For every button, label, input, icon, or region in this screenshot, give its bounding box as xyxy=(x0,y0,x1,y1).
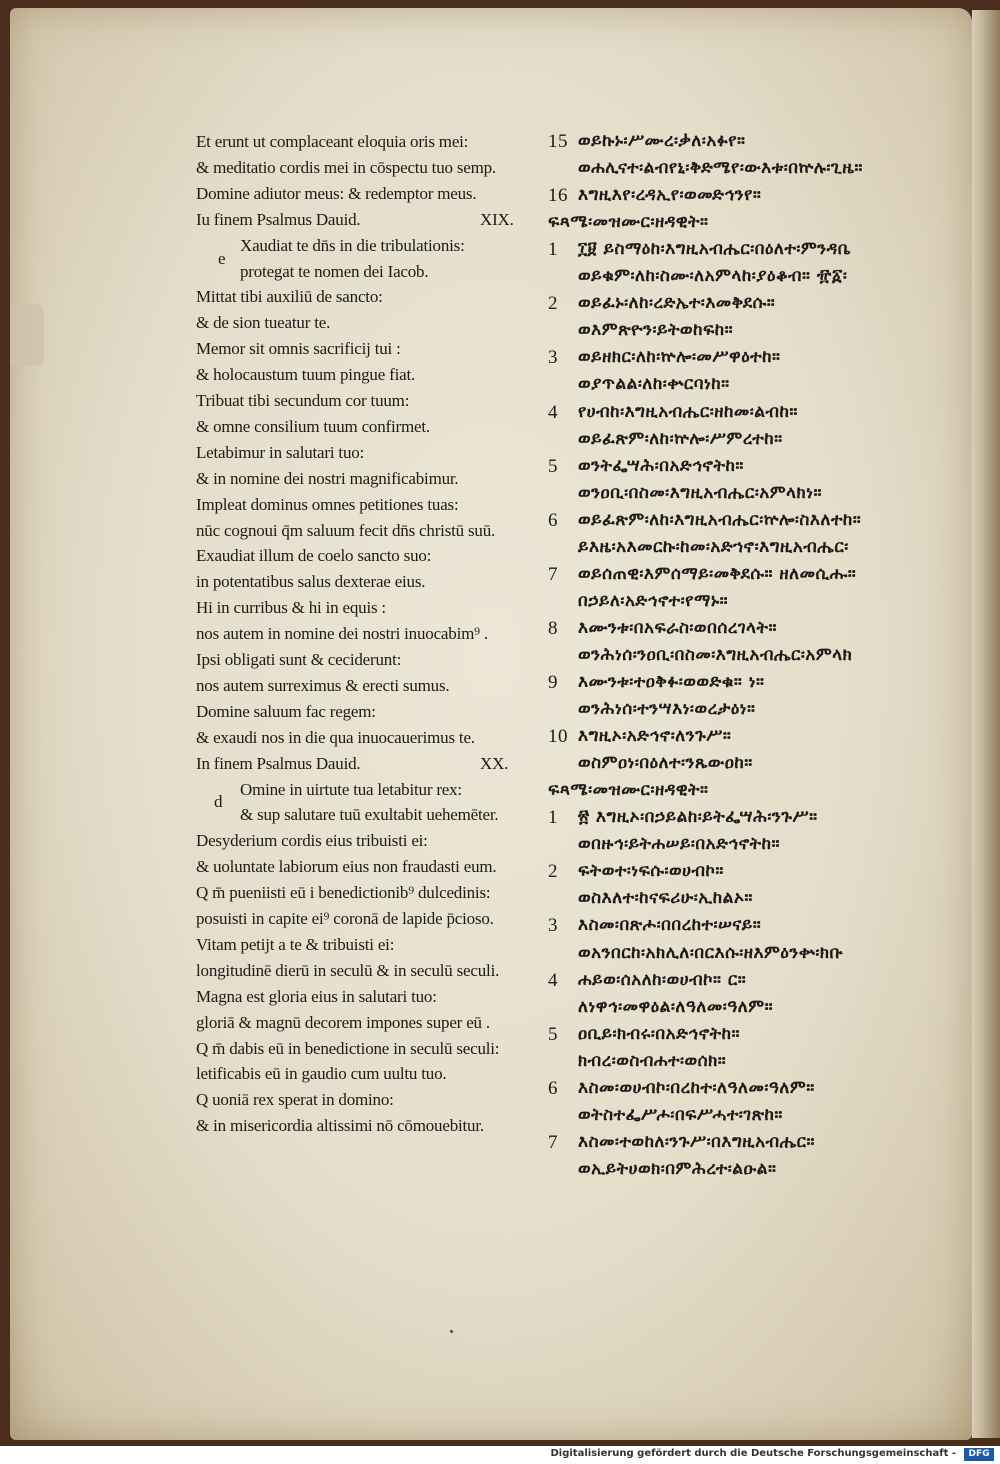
ink-speck xyxy=(450,1330,453,1333)
ethiopic-line: ክብረ፡ወስብሐተ፡ወሰክ። xyxy=(578,1050,727,1071)
ethiopic-line: ወይፈኑ፡ለከ፡ረድኤተ፡እመቅደሱ። xyxy=(578,293,776,314)
latin-line: Domine saluum fac regem: xyxy=(196,701,376,721)
ethiopic-line: ወይቁም፡ለከ፡ስሙ፡ለአምላከ፡ያዕቆብ። ፹፩፡ xyxy=(578,266,848,287)
latin-line: & de sion tueatur te. xyxy=(196,313,331,333)
latin-line: Q uoniā rex sperat in domino: xyxy=(196,1090,394,1110)
latin-line: & in nomine dei nostri magnificabimur. xyxy=(196,468,459,488)
latin-line: Vitam petijt a te & tribuisti ei: xyxy=(196,934,395,954)
ethiopic-line: በኃይለ፡አድኅኖተ፡የማኑ። xyxy=(578,590,729,611)
latin-line: & uoluntate labiorum eius non fraudasti eum. xyxy=(196,857,497,877)
latin-line: Iu finem Psalmus Dauid. xyxy=(196,209,361,229)
latin-line: In finem Psalmus Dauid. xyxy=(196,753,361,773)
verse-number: 4 xyxy=(548,969,558,991)
latin-line: posuisti in capite ei⁹ coronā de lapide p̄cioso. xyxy=(196,909,494,928)
ethiopic-line: ፍትወተ፡ነፍሱ፡ወሀብኮ። xyxy=(578,861,724,882)
ethiopic-line: እስመ፡ተወከለ፡ንጉሥ፡በእግዚአብሔር። xyxy=(578,1131,815,1152)
ethiopic-line: ወትስተፌሥሖ፡በፍሥሓተ፡ገጽከ። xyxy=(578,1104,783,1125)
latin-line: Desyderium cordis eius tribuisti ei: xyxy=(196,831,428,851)
verse-number: 8 xyxy=(548,617,558,639)
ethiopic-line: ዐቢይ፡ክብሩ፡በአድኅኖትከ። xyxy=(578,1023,740,1044)
ethiopic-line: ሐይወ፡ሰአለከ፡ወሀብኮ። ር። xyxy=(578,969,747,990)
ethiopic-line: እሙንቱ፡በአፍራስ፡ወበሰረገላት። xyxy=(578,617,777,638)
verse-number: 2 xyxy=(548,861,558,883)
ethiopic-line: እስመ፡ወሀብኮ፡በረከተ፡ለዓለመ፡ዓለም። xyxy=(578,1077,815,1098)
latin-line: & holocaustum tuum pingue fiat. xyxy=(196,365,416,385)
latin-line: protegat te nomen dei Iacob. xyxy=(240,261,429,281)
verse-number: 16 xyxy=(548,185,568,207)
latin-line: letificabis eū in gaudio cum uultu tuo. xyxy=(196,1064,447,1084)
latin-line: Xaudiat te dn̄s in die tribulationis: xyxy=(240,235,465,255)
latin-line: nos autem surreximus & erecti sumus. xyxy=(196,675,450,695)
ethiopic-line: ወበዙኅ፡ይትሐሠይ፡በአድኅኖትከ። xyxy=(578,834,780,855)
ethiopic-line: እግዚኦ፡አድኅኖ፡ለንጉሥ። xyxy=(578,726,732,747)
latin-line: nos autem in nomine dei nostri inuocabim⁹ . xyxy=(196,624,488,644)
verse-number: 3 xyxy=(548,347,558,369)
page-tab-mark xyxy=(10,304,44,366)
verse-number: 6 xyxy=(548,1077,558,1099)
latin-line: nūc cognoui q̄m saluum fecit dn̄s christū suū. xyxy=(196,520,496,540)
verse-number: 1 xyxy=(548,807,558,829)
latin-line: Tribuat tibi secundum cor tuum: xyxy=(196,391,410,410)
ethiopic-line: የሀብከ፡እግዚአብሔር፡ዘከመ፡ልብከ። xyxy=(578,401,798,422)
ethiopic-line: ወይሰጠዊ፡እምሰማይ፡መቅደሱ። ዘለመሲሑ። xyxy=(578,563,857,584)
verse-number: 5 xyxy=(548,1023,558,1045)
latin-line: Magna est gloria eius in salutari tuo: xyxy=(196,986,437,1006)
drop-initial: d xyxy=(214,792,223,812)
latin-line: Exaudiat illum de coelo sancto suo: xyxy=(196,546,432,566)
latin-line: & exaudi nos in die qua inuocauerimus te. xyxy=(196,727,475,747)
book-edge xyxy=(972,10,1000,1438)
ethiopic-line: ይእዜ፡አእመርኩ፡ከመ፡አድኀኖ፡እግዚአብሔር፡ xyxy=(578,536,849,557)
ethiopic-line: ወይዘክር፡ለከ፡ኵሎ፡መሥዋዕተከ። xyxy=(578,347,781,368)
ethiopic-line: ወአንበርከ፡አክሊለ፡በርእሱ፡ዘእምዕንቍ፡ክቡ xyxy=(578,942,844,963)
verse-number: 4 xyxy=(548,401,558,423)
footer-credit: Digitalisierung gefördert durch die Deutsche Forschungsgemeinschaft - xyxy=(550,1448,956,1459)
latin-line: & omne consilium tuum confirmet. xyxy=(196,416,430,436)
ethiopic-line: ወያጥልል፡ለከ፡ቍርባነከ። xyxy=(578,374,730,395)
ethiopic-line: ወይፈጽም፡ለከ፡እግዚአብሔር፡ኵሎ፡ስእለተከ። xyxy=(578,509,862,530)
ethiopic-line: ፲፱ ይስማዕከ፡እግዚአብሔር፡በዕለተ፡ምንዳቤ xyxy=(578,239,852,260)
ethiopic-line: ወንዐቢ፡በስመ፡እግዚአብሔር፡አምላክነ። xyxy=(578,482,822,503)
ethiopic-line: ፳ እግዚኦ፡በኃይልከ፡ይትፌሣሕ፡ንጉሥ። xyxy=(578,807,818,828)
latin-line: Domine adiutor meus: & redemptor meus. xyxy=(196,183,477,203)
verse-number: 9 xyxy=(548,672,558,693)
verse-number: 1 xyxy=(548,239,558,261)
ethiopic-line: ወስእለተ፡ከናፍሪሁ፡ኢከልኦ። xyxy=(578,888,753,909)
ethiopic-line: ወሐሊናተ፡ልብየኒ፡ቅድሜየ፡ውእቱ፡በኵሉ፡ጊዜ። xyxy=(578,158,863,179)
latin-line: Impleat dominus omnes petitiones tuas: xyxy=(196,494,459,514)
verse-number: 15 xyxy=(548,131,568,152)
ethiopic-line: ወእምጽዮን፡ይትወከፍከ። xyxy=(578,320,734,341)
ethiopic-line: ወይፈጽም፡ለከ፡ኵሎ፡ሥምረተከ። xyxy=(578,428,783,449)
ethiopic-line: ወንሕነሰ፡ንዐቢ፡በስመ፡እግዚአብሔር፡አምላክ xyxy=(578,644,853,665)
latin-line: Ipsi obligati sunt & ceciderunt: xyxy=(196,650,402,669)
latin-line: Et erunt ut complaceant eloquia oris mei: xyxy=(196,132,469,151)
latin-line: Letabimur in salutari tuo: xyxy=(196,442,365,462)
verse-number: 6 xyxy=(548,509,558,531)
verse-number: 5 xyxy=(548,455,558,477)
ethiopic-line: ወስምዐነ፡በዕለተ፡ንጼውዐከ። xyxy=(578,753,753,774)
dfg-logo: DFG xyxy=(964,1448,994,1461)
verse-number: 3 xyxy=(548,915,558,937)
ethiopic-line: ለነዋኅ፡መዋዕል፡ለዓለመ፡ዓለም። xyxy=(578,996,774,1017)
latin-line: Memor sit omnis sacrificij tui : xyxy=(196,339,401,359)
psalm-number-roman: XIX. xyxy=(480,209,514,229)
verse-number: 2 xyxy=(548,293,558,315)
ethiopic-line: እሙንቱ፡ተዐቅፉ፡ወወድቁ። ነ። xyxy=(578,672,765,692)
psalm-heading: ፍጻሜ፡መዝሙር፡ዘዳዊት። xyxy=(548,212,709,233)
verse-number: 7 xyxy=(548,563,558,585)
footer-bar xyxy=(0,1446,1000,1464)
psalm-number-roman: XX. xyxy=(480,753,509,773)
ethiopic-line: ወይኩኑ፡ሥሙረ፡ቃለ፡አፉየ። xyxy=(578,131,746,151)
latin-line: & in misericordia altissimi nō cōmouebitur. xyxy=(196,1116,484,1136)
drop-initial: e xyxy=(218,248,226,268)
latin-line: longitudinē dierū in seculū & in seculū seculi. xyxy=(196,960,500,980)
ethiopic-line: እስመ፡በጽሖ፡በበረከተ፡ሠናይ። xyxy=(578,915,762,936)
ethiopic-line: ወኢይትሀወክ፡በምሕረተ፡ልዑል። xyxy=(578,1158,777,1179)
ethiopic-line: እግዚእየ፡ረዳኢየ፡ወመድኅንየ። xyxy=(578,185,762,206)
latin-line: & meditatio cordis mei in cōspectu tuo semp. xyxy=(196,157,496,177)
latin-line: Hi in curribus & hi in equis : xyxy=(196,598,386,618)
psalm-heading: ፍጻሜ፡መዝሙር፡ዘዳዊት። xyxy=(548,780,709,801)
verse-number: 10 xyxy=(548,726,568,748)
latin-line: Mittat tibi auxiliū de sancto: xyxy=(196,287,383,307)
latin-line: in potentatibus salus dexterae eius. xyxy=(196,572,426,592)
ethiopic-line: ወንሕነሰ፡ተንሣእነ፡ወረታዕነ። xyxy=(578,699,756,720)
verse-number: 7 xyxy=(548,1131,558,1153)
latin-line: Q m̄ dabis eū in benedictione in seculū seculi: xyxy=(196,1038,500,1058)
latin-line: Q m̄ pueniisti eū i benedictionib⁹ dulcedinis: xyxy=(196,883,491,903)
latin-line: gloriā & magnū decorem impones super eū . xyxy=(196,1012,490,1032)
latin-line: & sup salutare tuū exultabit uehemēter. xyxy=(240,805,499,825)
ethiopic-line: ወንትፌሣሕ፡በአድኅኖትከ። xyxy=(578,455,744,476)
latin-line: Omine in uirtute tua letabitur rex: xyxy=(240,779,462,799)
